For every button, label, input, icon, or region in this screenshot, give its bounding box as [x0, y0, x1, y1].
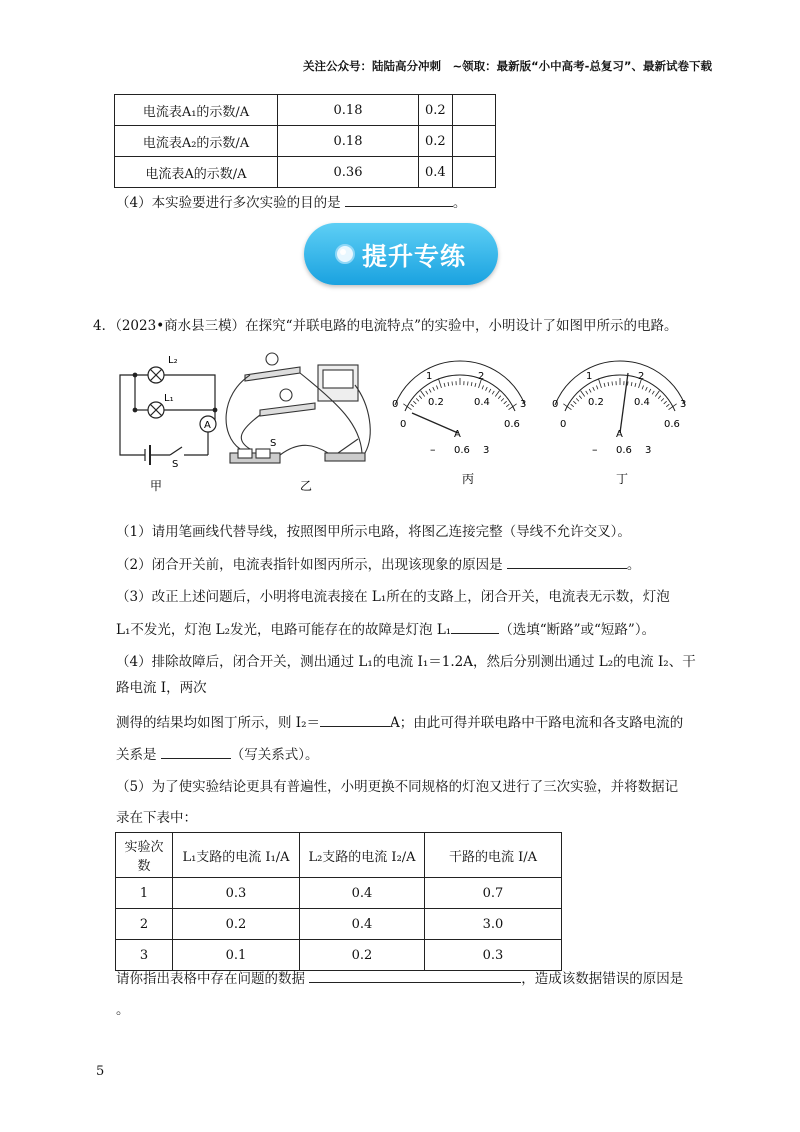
dial-tick — [649, 389, 651, 393]
svg-text:0.2: 0.2 — [588, 397, 604, 408]
svg-text:3: 3 — [645, 445, 652, 456]
dial-tick — [563, 404, 571, 410]
dial-tick — [448, 382, 449, 386]
q4-part-4-line2: 路电流 I，两次 — [116, 680, 207, 696]
svg-text:3: 3 — [680, 399, 687, 410]
dial-tick — [501, 398, 504, 401]
dial-tick — [403, 404, 411, 410]
dial-tick — [492, 391, 494, 394]
table-row: 电流表A₂的示数/A 0.18 0.2 — [115, 126, 496, 157]
dial-tick — [669, 404, 677, 410]
dial-tick — [421, 391, 425, 397]
q4-part-4-line4: 关系是 （写关系式）。 — [116, 744, 319, 765]
dial-tick — [452, 382, 453, 386]
dial-tick — [419, 396, 422, 399]
dial-tick — [426, 391, 428, 394]
fig-label-jia: 甲 — [150, 479, 163, 493]
dial-tick — [576, 398, 579, 401]
label-l2: L₂ — [168, 355, 178, 366]
table-row: 电流表A₁的示数/A 0.18 0.2 — [115, 95, 496, 126]
dial-tick — [596, 385, 597, 389]
svg-text:0: 0 — [552, 399, 559, 410]
dial-tick — [433, 387, 435, 391]
svg-text:0.6: 0.6 — [616, 445, 632, 456]
dial-tick — [486, 387, 488, 391]
table-ammeter-readings — [114, 94, 496, 188]
dial-tick — [646, 387, 648, 391]
dial-tick — [661, 398, 664, 401]
dial-tick — [631, 382, 632, 386]
svg-text:0.4: 0.4 — [474, 397, 490, 408]
dial-tick — [436, 385, 437, 389]
svg-text:–: – — [430, 443, 436, 456]
dial-tick — [586, 391, 588, 394]
table-row: 电流表A的示数/A 0.36 0.4 — [115, 157, 496, 188]
svg-text:0.6: 0.6 — [664, 419, 680, 430]
experiment-figures — [100, 345, 710, 495]
svg-text:1: 1 — [426, 371, 433, 382]
fig-label-ding: 丁 — [616, 472, 629, 486]
label-a: A — [204, 420, 211, 431]
dial-tick — [652, 391, 654, 394]
needle — [412, 413, 458, 433]
svg-text:A: A — [616, 429, 623, 440]
bubble-icon — [334, 243, 356, 265]
q4-part-2: （2）闭合开关前，电流表指针如图丙所示，出现该现象的原因是 。 — [116, 554, 640, 575]
dial-tick — [658, 396, 661, 399]
svg-text:3: 3 — [483, 445, 490, 456]
ammeter-ding — [552, 361, 686, 456]
svg-text:–: – — [592, 443, 598, 456]
dial-tick — [468, 382, 469, 386]
table-row: 1 0.3 0.4 0.7 — [116, 878, 562, 909]
dial-tick — [581, 391, 585, 397]
dial-tick — [579, 396, 582, 399]
svg-text:2: 2 — [478, 371, 485, 382]
circuit-diagram-jia — [120, 367, 217, 465]
dial-tick — [573, 401, 576, 404]
q4-part-5-line2: 录在下表中： — [116, 810, 197, 826]
dial-tick — [471, 382, 472, 386]
fig-label-bing: 丙 — [462, 472, 475, 486]
q4-part-5-line4: 。 — [116, 1002, 130, 1018]
svg-text:0.4: 0.4 — [634, 397, 650, 408]
dial-tick — [608, 382, 609, 386]
dial-tick — [411, 404, 414, 407]
dial-tick — [429, 389, 431, 393]
dial-tick — [482, 385, 483, 389]
dial-tick — [498, 396, 501, 399]
dial-tick — [655, 391, 659, 397]
dial-tick — [475, 383, 476, 387]
ammeter-bing — [392, 361, 526, 456]
dial-tick — [416, 398, 419, 401]
svg-text:S: S — [270, 438, 277, 449]
question-3-part-4: （4）本实验要进行多次实验的目的是 。 — [116, 192, 466, 213]
svg-text:0: 0 — [560, 419, 567, 430]
page-header: 关注公众号：陆陆高分冲刺 ~领取：最新版“小中高考-总复习”、最新试卷下载 — [302, 59, 712, 73]
dial-tick — [571, 404, 574, 407]
dial-tick — [666, 404, 669, 407]
q4-part-5-line1: （5）为了使实验结论更具有普遍性，小明更换不同规格的灯泡又进行了三次实验，并将数据记 — [116, 779, 679, 795]
dial-tick — [489, 389, 491, 393]
dial-tick — [604, 383, 605, 387]
svg-text:0: 0 — [392, 399, 399, 410]
svg-text:0.6: 0.6 — [454, 445, 470, 456]
dial-tick — [589, 389, 591, 393]
dial-tick — [413, 401, 416, 404]
svg-text:0.2: 0.2 — [428, 397, 444, 408]
q4-part-4-line3: 测得的结果均如图丁所示，则 I₂＝ A；由此可得并联电路中干路电流和各支路电流的 — [116, 712, 683, 733]
table-row: 2 0.2 0.4 3.0 — [116, 909, 562, 940]
dial-tick — [612, 382, 613, 386]
q4-part-3-line2: L₁不发光，灯泡 L₂发光，电路可能存在的故障是灯泡 L₁ （选填“断路”或“短路”）。 — [116, 619, 655, 640]
dial-tick — [635, 383, 636, 387]
dial-tick — [593, 387, 595, 391]
svg-text:2: 2 — [638, 371, 645, 382]
table-experiment-data — [115, 832, 562, 971]
table-header-row: 实验次数 L₁支路的电流 I₁/A L₂支路的电流 I₂/A 干路的电流 I/A — [116, 833, 562, 878]
q4-part-5-line3: 请你指出表格中存在问题的数据 ，造成该数据错误的原因是 — [116, 968, 683, 989]
label-s: S — [172, 459, 179, 470]
svg-text:0: 0 — [400, 419, 407, 430]
page-number: 5 — [96, 1064, 105, 1079]
svg-text:1: 1 — [586, 371, 593, 382]
svg-text:0.6: 0.6 — [504, 419, 520, 430]
fig-label-yi: 乙 — [300, 479, 313, 493]
table-row: 3 0.1 0.2 0.3 — [116, 940, 562, 971]
svg-text:3: 3 — [520, 399, 527, 410]
label-l1: L₁ — [164, 393, 174, 404]
dial-tick — [506, 404, 509, 407]
dial-tick — [438, 378, 441, 388]
dial-tick — [495, 391, 499, 397]
banner-title: 提升专练 — [362, 242, 467, 271]
question-4-stem: 4．（2023•商水县三模）在探究“并联电路的电流特点”的实验中，小明设计了如图甲所示的电路。 — [93, 318, 678, 334]
dial-tick — [628, 382, 629, 386]
dial-tick — [509, 404, 517, 410]
dial-tick — [504, 401, 507, 404]
q4-part-1: （1）请用笔画线代替导线，按照图甲所示电路，将图乙连接完整（导线不允许交叉）。 — [116, 524, 631, 540]
dial-tick — [444, 383, 445, 387]
dial-tick — [598, 378, 601, 388]
physical-circuit-yi — [226, 353, 370, 463]
q4-part-3-line1: （3）改正上述问题后，小明将电流表接在 L₁所在的支路上，闭合开关，电流表无示数，灯泡 — [116, 589, 670, 605]
svg-text:A: A — [454, 429, 461, 440]
q4-part-4-line1: （4）排除故障后，闭合开关，测出通过 L₁的电流 I₁＝1.2A，然后分别测出通过 L₂的电流 I₂、干 — [116, 654, 696, 670]
practice-banner — [304, 223, 498, 285]
dial-tick — [642, 385, 643, 389]
dial-tick — [664, 401, 667, 404]
